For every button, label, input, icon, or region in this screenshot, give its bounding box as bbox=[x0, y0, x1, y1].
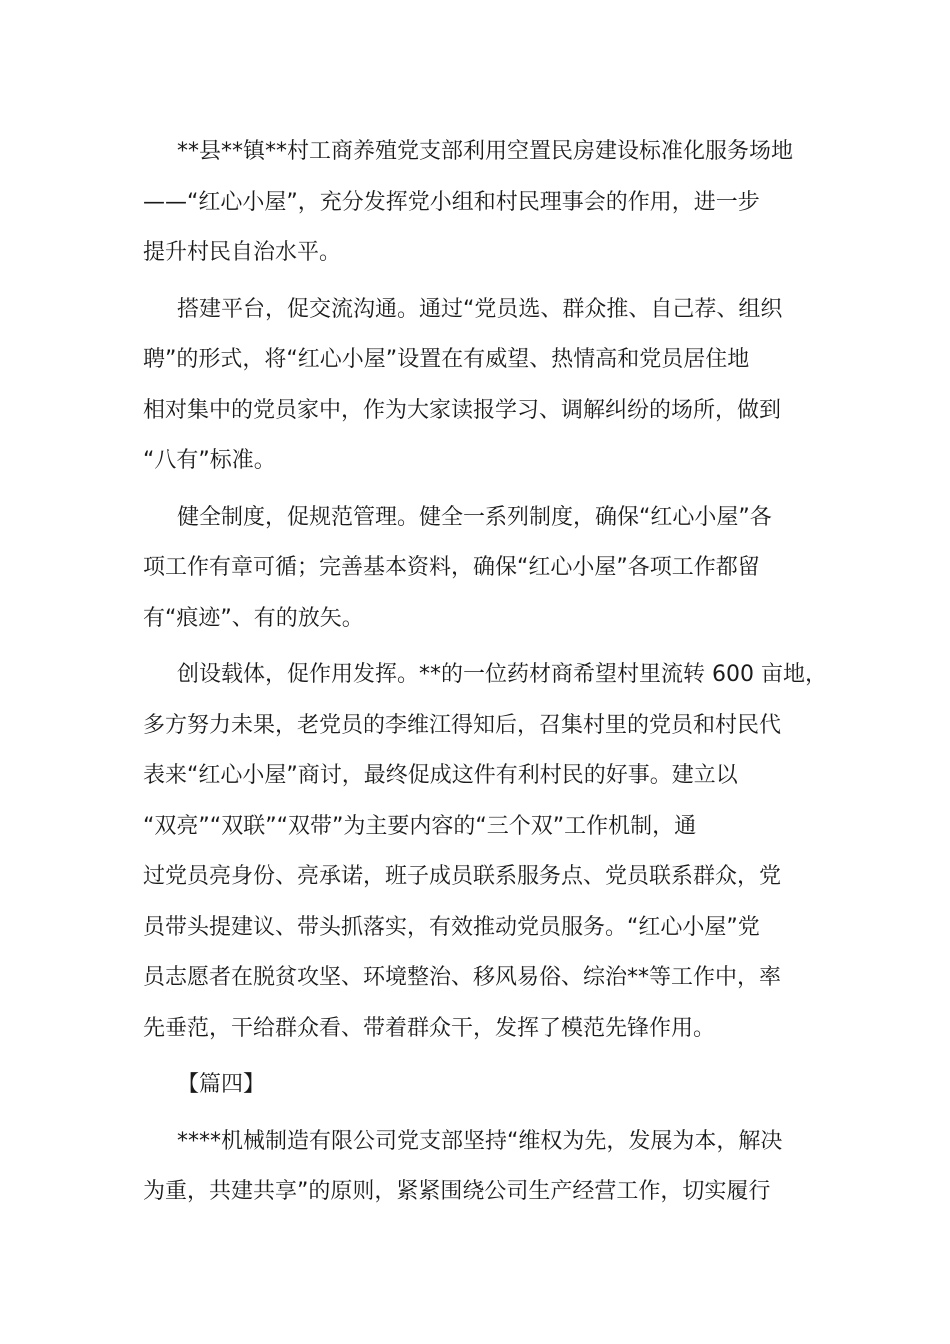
paragraph-line: 多方努力未果，老党员的李维江得知后，召集村里的党员和村民代 bbox=[143, 712, 782, 738]
paragraph-line: ——“红心小屋”，充分发挥党小组和村民理事会的作用，进一步 bbox=[143, 189, 760, 215]
section-heading-text: 【篇四】 bbox=[177, 1072, 266, 1097]
paragraph-line: 聘”的形式，将“红心小屋”设置在有威望、热情高和党员居住地 bbox=[143, 347, 750, 372]
paragraph-line: 员志愿者在脱贫攻坚、环境整治、移风易俗、综治**等工作中，率 bbox=[143, 965, 782, 990]
paragraph-2 bbox=[143, 285, 818, 487]
paragraph-line: 有“痕迹”、有的放矢。 bbox=[143, 605, 364, 631]
paragraph-line: 员带头提建议、带头抓落实，有效推动党员服务。“红心小屋”党 bbox=[143, 914, 760, 940]
paragraph-line: ****机械制造有限公司党支部坚持“维权为先，发展为本，解决 bbox=[177, 1128, 783, 1154]
paragraph-line: 相对集中的党员家中，作为大家读报学习、调解纠纷的场所，做到 bbox=[143, 397, 782, 423]
paragraph-line: “八有”标准。 bbox=[143, 448, 276, 473]
paragraph-line: 搭建平台，促交流沟通。通过“党员选、群众推、自己荐、组织 bbox=[177, 296, 783, 322]
paragraph-line: 项工作有章可循；完善基本资料，确保“红心小屋”各项工作都留 bbox=[143, 555, 760, 580]
section-heading bbox=[143, 1060, 818, 1111]
paragraph-line: 表来“红心小屋”商讨，最终促成这件有利村民的好事。建立以 bbox=[143, 763, 738, 788]
document-body bbox=[143, 127, 827, 1224]
paragraph-line: 创设载体，促作用发挥。**的一位药材商希望村里流转 600 亩地， bbox=[177, 662, 827, 687]
paragraph-6 bbox=[143, 1117, 818, 1218]
paragraph-line: 为重，共建共享”的原则，紧紧围绕公司生产经营工作，切实履行 bbox=[143, 1179, 771, 1204]
paragraph-3 bbox=[143, 493, 818, 645]
paragraph-1 bbox=[143, 127, 818, 279]
paragraph-line: 健全制度，促规范管理。健全一系列制度，确保“红心小屋”各 bbox=[177, 504, 772, 530]
paragraph-line: 过党员亮身份、亮承诺，班子成员联系服务点、党员联系群众，党 bbox=[143, 864, 782, 889]
paragraph-4 bbox=[143, 650, 827, 1054]
paragraph-line: “双亮”“双联”“双带”为主要内容的“三个双”工作机制，通 bbox=[143, 813, 697, 839]
paragraph-line: **县**镇**村工商养殖党支部利用空置民房建设标准化服务场地 bbox=[177, 139, 794, 164]
paragraph-line: 提升村民自治水平。 bbox=[143, 240, 342, 265]
paragraph-line: 先垂范，干给群众看、带着群众干，发挥了模范先锋作用。 bbox=[143, 1015, 716, 1041]
